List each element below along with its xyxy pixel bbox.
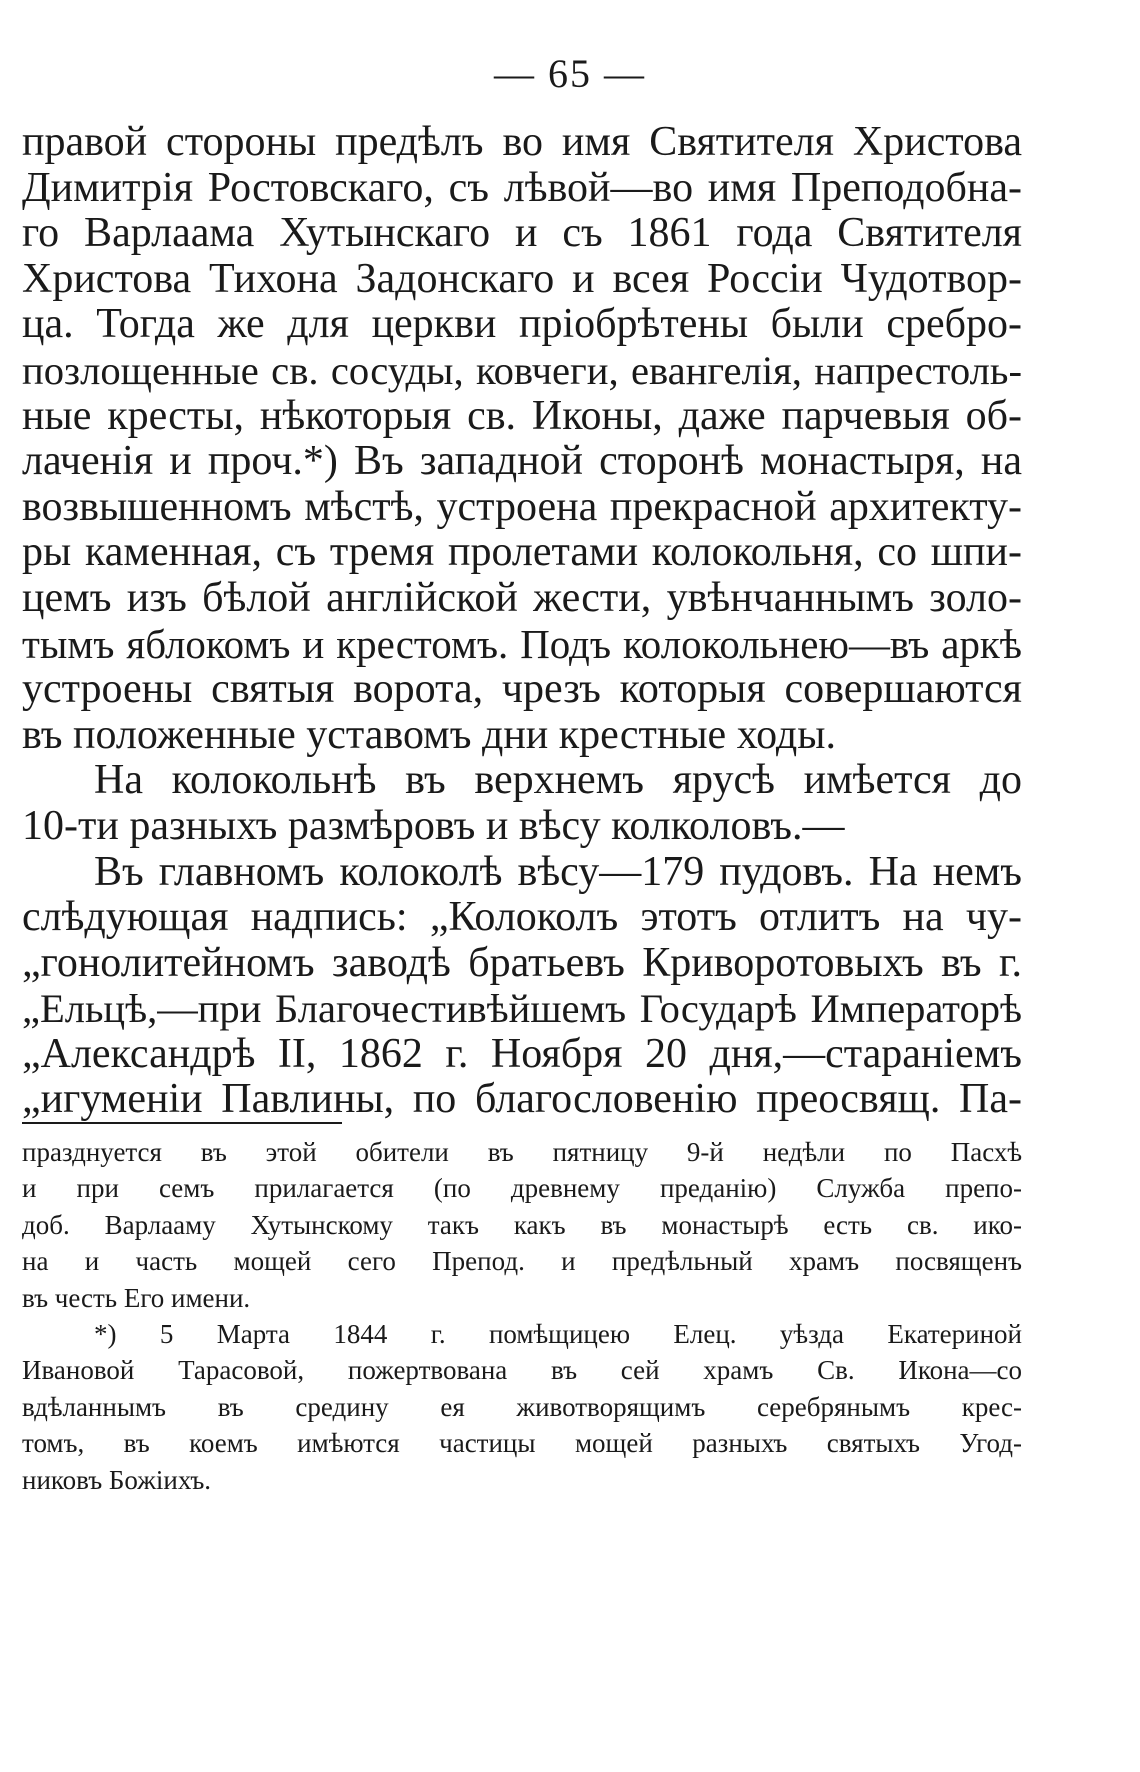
- footnote-line: доб. Варлааму Хутынскому такъ какъ въ монастырѣ есть св. ико-: [22, 1209, 1022, 1240]
- text-line: „гонолитейномъ заводѣ братьевъ Криворотовыхъ въ г.: [22, 939, 1022, 986]
- paragraph-end-line: въ положенные уставомъ дни крестные ходы.: [22, 711, 836, 758]
- text-line: устроены святыя ворота, чрезъ которыя совершаются: [22, 666, 1022, 713]
- footnote-line: томъ, въ коемъ имѣются частицы мощей разныхъ святыхъ Угод-: [22, 1428, 1022, 1459]
- text-line: Димитрія Ростовскаго, съ лѣвой—во имя Преподобна-: [22, 164, 1022, 211]
- footnote-line: и при семъ прилагается (по древнему преданію) Служба препо-: [22, 1173, 1022, 1204]
- footnote-start-line: *) 5 Марта 1844 г. помѣщицею Елец. уѣзда Екатериной: [94, 1319, 1022, 1350]
- text-line: „Александрѣ II, 1862 г. Ноября 20 дня,—стараніемъ: [22, 1030, 1022, 1077]
- text-line: ры каменная, съ тремя пролетами колокольня, со шпи-: [22, 529, 1022, 576]
- paragraph-end-line: 10-ти разныхъ размѣровъ и вѣсу колколовъ.—: [22, 802, 845, 849]
- main-text: [22, 120, 1022, 1123]
- footnote-line: на и часть мощей сего Препод. и предѣльный храмъ посвященъ: [22, 1246, 1022, 1277]
- text-line: возвышенномъ мѣстѣ, устроена прекрасной архитекту-: [22, 483, 1022, 530]
- footnote-line: Ивановой Тарасовой, пожертвована въ сей храмъ Св. Икона—со: [22, 1355, 1022, 1386]
- text-line: Христова Тихона Задонскаго и всея Россіи Чудотвор-: [22, 255, 1022, 302]
- text-line: ные кресты, нѣкоторыя св. Иконы, даже парчевыя об-: [22, 392, 1022, 439]
- footnote-divider: [22, 1122, 342, 1124]
- footnote-line: празднуется въ этой обители въ пятницу 9-й недѣли по Пасхѣ: [22, 1137, 1022, 1167]
- text-line: лаченія и проч.*) Въ западной сторонѣ монастыря, на: [22, 438, 1022, 485]
- text-line: „игуменіи Павлины, по благословенію преосвящ. Па-: [22, 1076, 1022, 1123]
- text-line: слѣдующая надпись: „Колоколъ этотъ отлитъ на чу-: [22, 894, 1022, 941]
- footnote-line: въ честь Его имени.: [22, 1282, 251, 1313]
- text-line: „Ельцѣ,—при Благочестивѣйшемъ Государѣ Императорѣ: [22, 986, 1022, 1032]
- paragraph-start-line: На колокольнѣ въ верхнемъ ярусѣ имѣется до: [94, 757, 1022, 804]
- footnote-line: вдѣланнымъ въ средину ея животворящимъ серебрянымъ крес-: [22, 1391, 1022, 1422]
- footnote-line: никовъ Божіихъ.: [22, 1464, 212, 1495]
- text-line: позлощенные св. сосуды, ковчеги, евангелія, напрестоль-: [22, 347, 1022, 393]
- text-line: ца. Тогда же для церкви пріобрѣтены были сребро-: [22, 301, 1022, 348]
- page-number: — 65 —: [494, 51, 646, 96]
- footnotes: [22, 1134, 1022, 1498]
- text-line: цемъ изъ бѣлой англійской жести, увѣнчаннымъ золо-: [22, 574, 1022, 621]
- text-line: тымъ яблокомъ и крестомъ. Подъ колокольнею—въ аркѣ: [22, 621, 1022, 667]
- paragraph-start-line: Въ главномъ колоколѣ вѣсу—179 пудовъ. На немъ: [94, 848, 1022, 895]
- text-line: правой стороны предѣлъ во имя Святителя Христова: [22, 119, 1022, 165]
- text-line: го Варлаама Хутынскаго и съ 1861 года Святителя: [22, 210, 1022, 257]
